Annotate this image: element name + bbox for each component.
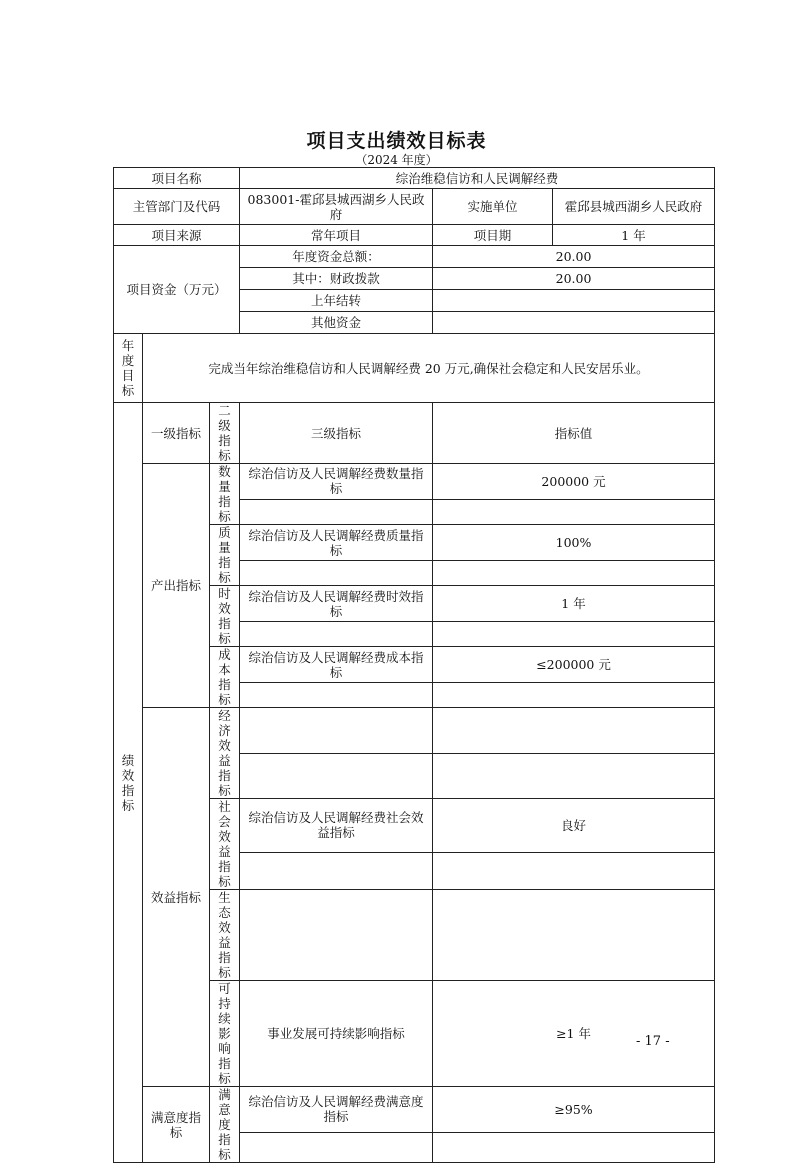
- header-level1: 一级指标: [143, 403, 210, 464]
- quality-label: 质量指标: [210, 525, 240, 586]
- quality-value: 100%: [433, 525, 715, 561]
- page-title: 项目支出绩效目标表: [306, 130, 487, 152]
- source-label: 项目来源: [114, 225, 240, 246]
- quantity-name: 综治信访及人民调解经费数量指标: [240, 464, 433, 500]
- period-value: 1 年: [553, 225, 715, 246]
- row-headers: [114, 403, 715, 464]
- fund-label: 上年结转: [240, 290, 433, 312]
- annual-goal-label: 年度目标: [114, 334, 143, 403]
- cost-label: 成本指标: [210, 647, 240, 708]
- social-value: 良好: [433, 799, 715, 853]
- sustainable-label: 可持续影响指标: [210, 981, 240, 1087]
- satisfaction-value: ≥95%: [433, 1087, 715, 1133]
- benefit-indicators-label: 效益指标: [143, 708, 210, 1087]
- satisfaction-sub-label: 满意度指标: [210, 1087, 240, 1163]
- impl-label: 实施单位: [433, 189, 553, 225]
- row-department: [114, 189, 715, 225]
- header-value: 指标值: [433, 403, 715, 464]
- satisfaction-indicators-label: 满意度指标: [143, 1087, 210, 1163]
- ecological-label: 生态效益指标: [210, 890, 240, 981]
- timeliness-label: 时效指标: [210, 586, 240, 647]
- row-satisfaction: [114, 1087, 715, 1133]
- row-economic: [114, 708, 715, 754]
- row-quantity: [114, 464, 715, 500]
- timeliness-value: 1 年: [433, 586, 715, 622]
- row-source: [114, 225, 715, 246]
- quantity-value: 200000 元: [433, 464, 715, 500]
- fund-value: 20.00: [433, 268, 715, 290]
- fund-value: 20.00: [433, 246, 715, 268]
- performance-table: [113, 167, 715, 1163]
- satisfaction-name: 综治信访及人民调解经费满意度指标: [240, 1087, 433, 1133]
- project-name-value: 综治维稳信访和人民调解经费: [240, 168, 715, 189]
- dept-label: 主管部门及代码: [114, 189, 240, 225]
- row-annual-goal: [114, 334, 715, 403]
- funds-label: 项目资金（万元）: [114, 246, 240, 334]
- sustainable-name: 事业发展可持续影响指标: [240, 981, 433, 1087]
- period-label: 项目期: [433, 225, 553, 246]
- fund-label: 其他资金: [240, 312, 433, 334]
- social-name: 综治信访及人民调解经费社会效益指标: [240, 799, 433, 853]
- quality-name: 综治信访及人民调解经费质量指标: [240, 525, 433, 561]
- project-name-label: 项目名称: [114, 168, 240, 189]
- social-label: 社会效益指标: [210, 799, 240, 890]
- fund-value: [433, 290, 715, 312]
- source-value: 常年项目: [240, 225, 433, 246]
- header-level2: 二级指标: [210, 403, 240, 464]
- impl-value: 霍邱县城西湖乡人民政府: [553, 189, 715, 225]
- fund-label: 年度资金总额：: [240, 246, 433, 268]
- page-number: - 17 -: [636, 1034, 670, 1049]
- row-fund-total: [114, 246, 715, 268]
- timeliness-name: 综治信访及人民调解经费时效指标: [240, 586, 433, 622]
- fund-label: 其中：财政拨款: [240, 268, 433, 290]
- quantity-label: 数量指标: [210, 464, 240, 525]
- dept-value: 083001-霍邱县城西湖乡人民政府: [240, 189, 433, 225]
- annual-goal-text: 完成当年综治维稳信访和人民调解经费 20 万元,确保社会稳定和人民安居乐业。: [143, 334, 715, 403]
- sustainable-value: ≥1 年: [433, 981, 715, 1087]
- cost-value: ≤200000 元: [433, 647, 715, 683]
- perf-indicators-label: 绩效指标: [114, 403, 143, 1163]
- fund-value: [433, 312, 715, 334]
- economic-label: 经济效益指标: [210, 708, 240, 799]
- header-level3: 三级指标: [240, 403, 433, 464]
- year-label: （2024 年度）: [355, 153, 438, 167]
- row-project-name: [114, 168, 715, 189]
- output-indicators-label: 产出指标: [143, 464, 210, 708]
- cost-name: 综治信访及人民调解经费成本指标: [240, 647, 433, 683]
